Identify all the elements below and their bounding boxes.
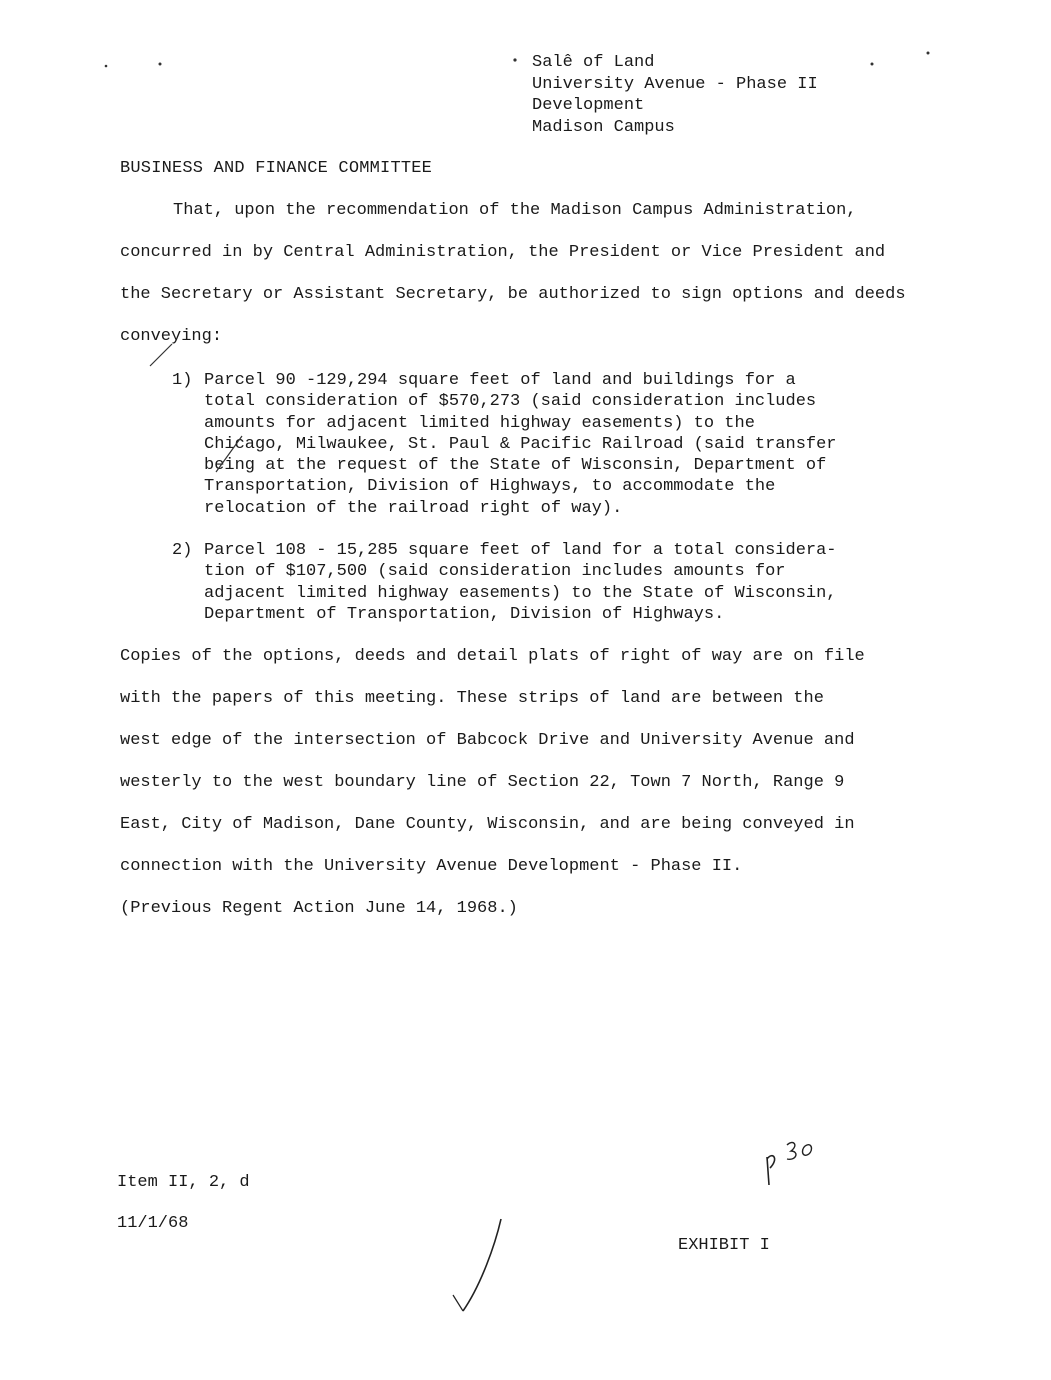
item-text — [204, 370, 837, 519]
intro-line: That, upon the recommendation of the Madison Campus Administration, — [173, 201, 857, 220]
closing-paragraph — [120, 646, 865, 898]
item-number: 2) — [172, 541, 193, 560]
item-line: amounts for adjacent limited highway easements) to the — [204, 413, 755, 433]
item-number: 1) — [172, 371, 193, 390]
item-text — [204, 540, 837, 625]
handwritten-tick-mark — [146, 342, 176, 368]
item-line: being at the request of the State of Wisconsin, Department of — [204, 456, 827, 476]
intro-line: conveying: — [120, 327, 223, 346]
agenda-item-reference: Item II, 2, d — [117, 1173, 250, 1192]
subject-line: Madison Campus — [532, 117, 675, 137]
closing-line: connection with the University Avenue Development - Phase II. — [120, 857, 743, 876]
closing-line: Copies of the options, deeds and detail plats of right of way are on file — [120, 647, 865, 666]
item-line: Chicago, Milwaukee, St. Paul & Pacific Railroad (said transfer — [204, 434, 837, 454]
resolution-intro — [120, 200, 906, 368]
closing-line: with the papers of this meeting. These strips of land are between the — [120, 689, 824, 708]
subject-line: University Avenue - Phase II — [532, 74, 818, 94]
item-line: adjacent limited highway easements) to the State of Wisconsin, — [204, 583, 837, 603]
item-line: Parcel 90 -129,294 square feet of land and buildings for a — [204, 371, 796, 390]
handwritten-check-mark — [445, 1215, 515, 1315]
document-subject-heading — [532, 52, 818, 138]
handwritten-page-number — [755, 1135, 835, 1190]
scan-speck-marks — [0, 0, 1051, 80]
pen-stroke-mark — [214, 434, 244, 474]
item-line: total consideration of $570,273 (said consideration includes — [204, 392, 817, 412]
intro-line: concurred in by Central Administration, the President or Vice President and — [120, 243, 886, 262]
item-line: Parcel 108 - 15,285 square feet of land for a total considera- — [204, 541, 837, 560]
closing-line: westerly to the west boundary line of Section 22, Town 7 North, Range 9 — [120, 773, 845, 792]
document-date: 11/1/68 — [117, 1214, 189, 1233]
intro-line: the Secretary or Assistant Secretary, be authorized to sign options and deeds — [120, 285, 906, 304]
item-line: Transportation, Division of Highways, to accommodate the — [204, 477, 776, 497]
committee-name: BUSINESS AND FINANCE COMMITTEE — [120, 159, 433, 178]
previous-action-note: (Previous Regent Action June 14, 1968.) — [120, 899, 518, 918]
item-line: tion of $107,500 (said consideration includes amounts for — [204, 562, 786, 582]
item-line: Department of Transportation, Division of Highways. — [204, 604, 725, 624]
exhibit-label: EXHIBIT I — [678, 1236, 770, 1255]
closing-line: East, City of Madison, Dane County, Wisconsin, and are being conveyed in — [120, 815, 855, 834]
closing-line: west edge of the intersection of Babcock Drive and University Avenue and — [120, 731, 855, 750]
subject-line: Development — [532, 96, 645, 115]
item-line: relocation of the railroad right of way). — [204, 498, 623, 518]
subject-line: Salê of Land — [532, 53, 655, 72]
